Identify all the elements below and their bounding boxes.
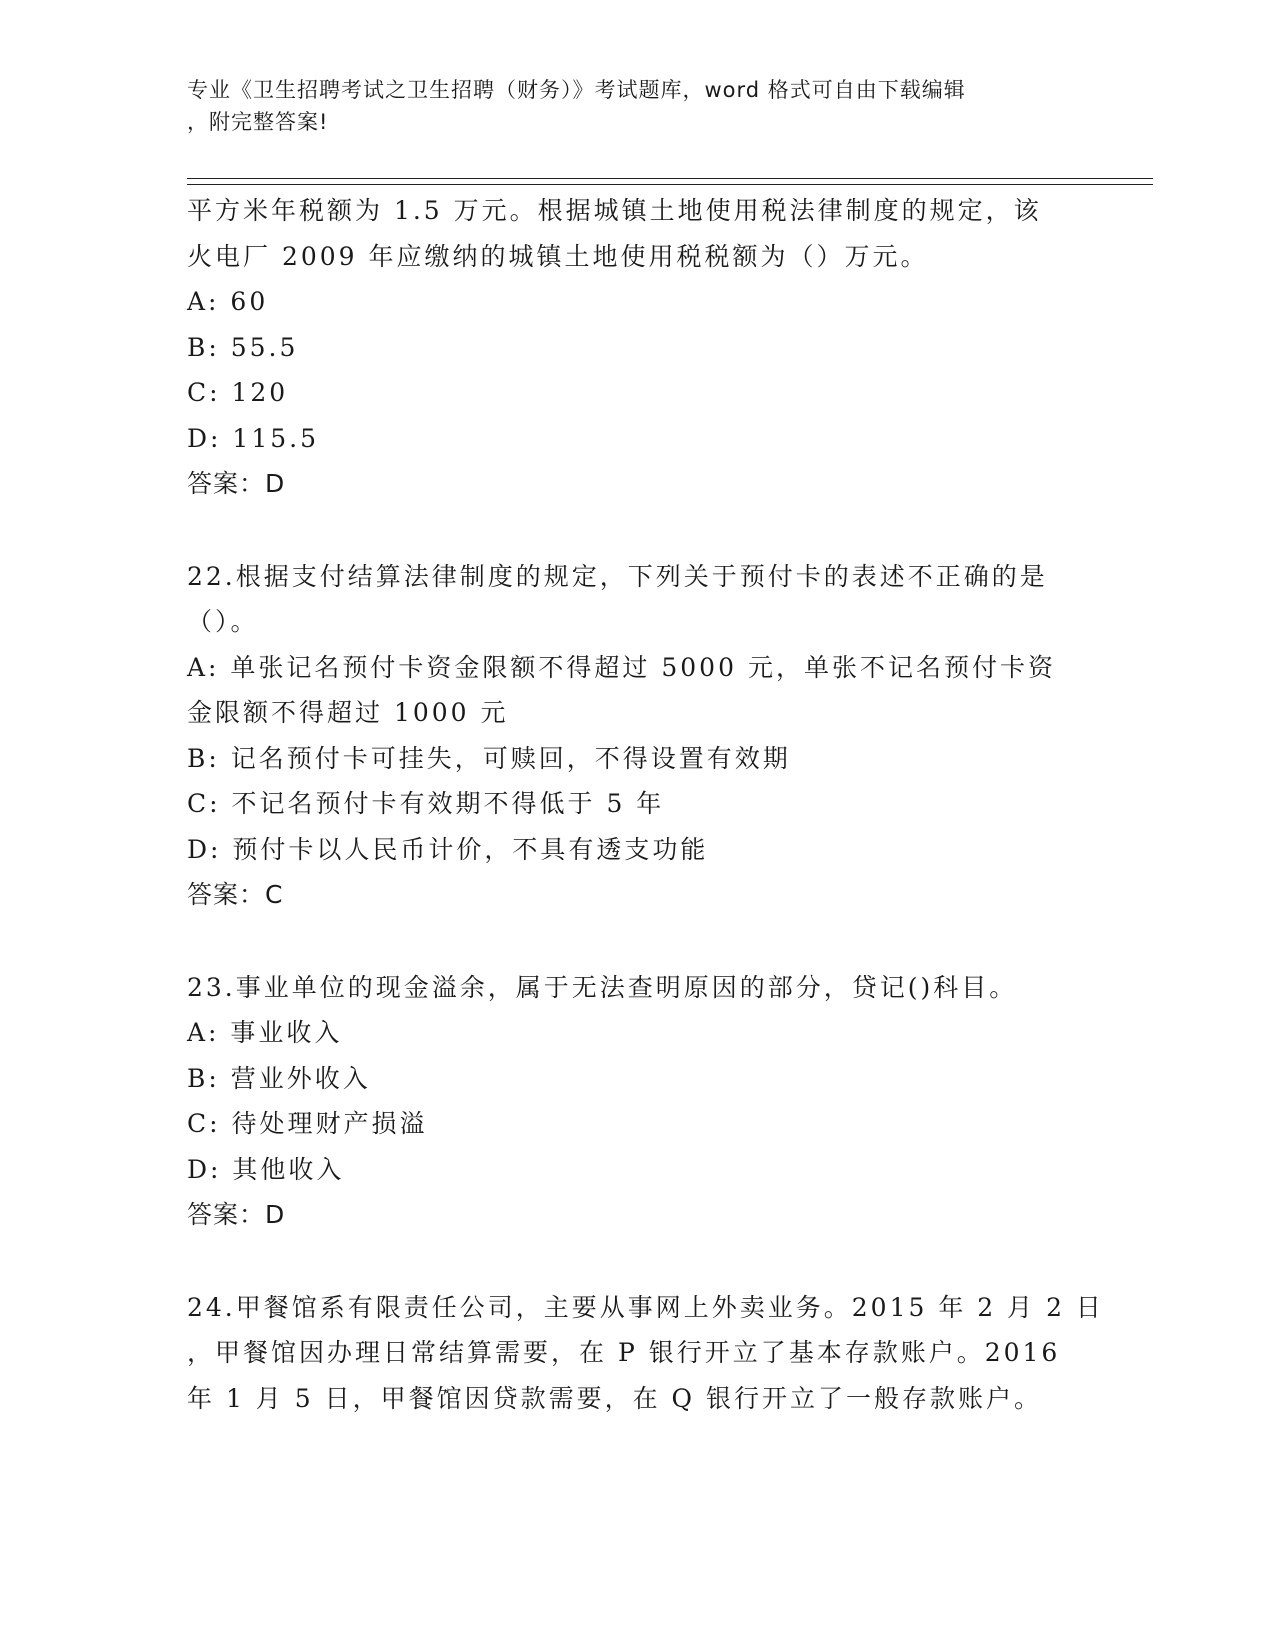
answer-label: 答案：D: [187, 1200, 286, 1229]
header-line-1: 专业《卫生招聘考试之卫生招聘（财务）》考试题库，word 格式可自由下载编辑: [187, 78, 966, 102]
header-line-2: ，附完整答案!: [187, 110, 329, 134]
spacer: [187, 918, 1087, 965]
spacer: [187, 507, 1087, 554]
question-stem-line: 火电厂 2009 年应缴纳的城镇土地使用税税额为（）万元。: [187, 241, 929, 271]
spacer: [187, 1238, 1087, 1285]
document-body: [187, 188, 1104, 1421]
question-23: [187, 965, 1087, 1238]
question-stem-line: 24.甲餐馆系有限责任公司，主要从事网上外卖业务。2015 年 2 月 2 日: [187, 1292, 1104, 1322]
header-divider-top: [187, 178, 1153, 179]
question-stem-line: ，甲餐馆因办理日常结算需要，在 P 银行开立了基本存款账户。2016: [187, 1338, 1061, 1367]
question-stem-line: 22.根据支付结算法律制度的规定，下列关于预付卡的表述不正确的是: [187, 561, 1048, 591]
option-d: D: 其他收入: [187, 1154, 345, 1184]
option-a-continued: 金限额不得超过 1000 元: [187, 698, 509, 727]
question-stem-line: 23.事业单位的现金溢余，属于无法查明原因的部分，贷记()科目。: [187, 972, 1018, 1002]
option-c: C: 待处理财产损溢: [187, 1109, 428, 1138]
option-c: C: 120: [187, 378, 289, 407]
option-d: D: 115.5: [187, 423, 319, 453]
answer-label: 答案：D: [187, 469, 286, 498]
option-b: B: 55.5: [187, 332, 299, 362]
option-d: D: 预付卡以人民币计价，不具有透支功能: [187, 834, 709, 864]
question-stem-line: 年 1 月 5 日，甲餐馆因贷款需要，在 Q 银行开立了一般存款账户。: [187, 1383, 1042, 1413]
answer-label: 答案：C: [187, 880, 284, 909]
header-divider-bottom: [187, 184, 1153, 185]
question-stem-line: （）。: [187, 607, 259, 636]
question-21: [187, 188, 1087, 507]
option-a: A: 单张记名预付卡资金限额不得超过 5000 元，单张不记名预付卡资: [187, 652, 1056, 682]
option-b: B: 营业外收入: [187, 1063, 371, 1093]
option-b: B: 记名预付卡可挂失，可赎回，不得设置有效期: [187, 743, 791, 773]
document-header: [187, 74, 1077, 138]
question-22: [187, 554, 1087, 918]
question-stem-line: 平方米年税额为 1.5 万元。根据城镇土地使用税法律制度的规定，该: [187, 196, 1042, 225]
option-c: C: 不记名预付卡有效期不得低于 5 年: [187, 789, 665, 818]
option-a: A: 事业收入: [187, 1018, 343, 1047]
option-a: A: 60: [187, 287, 269, 316]
question-24: [187, 1285, 1104, 1422]
